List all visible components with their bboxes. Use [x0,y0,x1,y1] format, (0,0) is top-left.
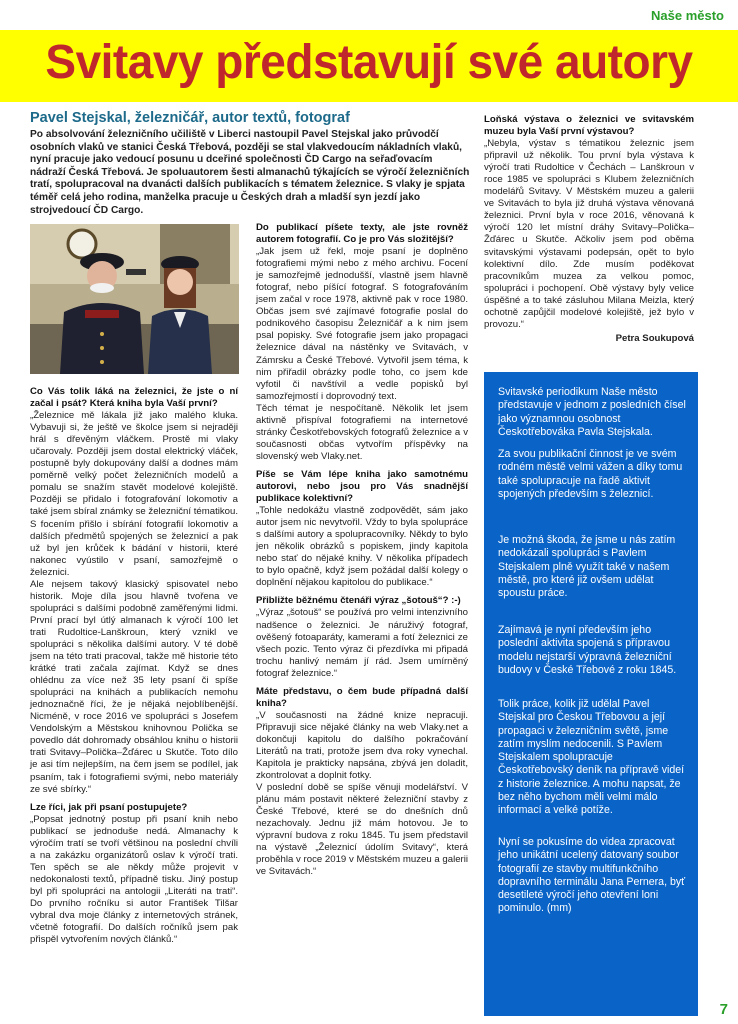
editorial-paragraph: Zajímavá je nyní především jeho poslední aktivita spojená s přípravou modelu nejstarší výpravná železniční budovy v České Třebové z roku 1845. [498,624,677,676]
column-3 [484,114,694,345]
interview-answer: „Jak jsem už řekl, moje psaní je doplněno fotografiemi mými nebo z mého archivu. Focení je samozřejmě jednodušší, vlastně jsem hlavně fotograf, nebo píšící fotograf. S fotografováním jsem začal v roce 1978, aktivně pak v roce 1980. Občas jsem své zajímavé fotografie poslal do podnikového časopisu Železničář a k nim jsem psal popisky. Své fotografie jsem jako propagaci železnice dával na nástěnky ve Svitavách, v Zámrsku a České Třebové. Vytvořil jsem téma, k nim přiřadil obrázky podle toho, co jsem kde vyfotil či navštívil a vedle popisků byl samozřejmostí i doprovodný text. [256,246,468,402]
editorial-paragraph: Za svou publikační činnost je ve svém rodném městě velmi vážen a díky tomu také spolupracuje na řadě aktivit spojených především s železnicí. [498,448,683,500]
portrait-photo [30,224,239,374]
portrait-photo-illustration [30,224,239,374]
interview-answer: „Železnice mě lákala již jako malého kluka. Vybavuji si, že ještě ve školce jsem si nejraději hrál s dřevěným vláčkem. Prostě mi vlaky učarovaly. Později jsem dostal elektrický vláček, postupně byly dokupovány další a dodnes mám poměrně velký počet železničních modelů a pomalu se snažím stavět modelové kolejiště. Později se přidalo i fotografování lokomotiv a také jsem sbíral známky se železniční tématikou. S focením přišlo i sbírání fotografií lokomotiv a dalších předmětů spojených se železnicí a pak už byl jen krůček k bádání v historii, které nakonec vyústilo v psaní, samozřejmě o železnici. [30,410,238,578]
interview-answer: „V současnosti na žádné knize nepracuji. Připravuji sice nějaké články na web Vlaky.net a dokončuji kapitolu do dalšího pokračování Literátů na trati, protože jsem dva roky vynechal. Kapitola je prakticky napsána, zbývá jen doladit, zkontrolovat a doplnit fotky. [256,709,468,782]
interview-answer: „Popsat jednotný postup při psaní knih nebo publikací se jednoduše nedá. Almanachy k výročím tratí se tvoří většinou na poslední chvíli a na zakázku organizátorů oslav k výročí trati. Ten spěch se ale někdy může projevit v nedokonalosti textů, případně tisku. Jiný postup byl při spolupráci na antologii „Literáti na trati“. Do prvního ročníku si autor František Tilšar vybral dva moje články z internetových stránek, včetně fotografií. Do dalších ročníků jsem pak přispěl vytvořením nových článků.“ [30,813,238,946]
interview-answer: „Nebyla, výstav s tématikou železnic jsem připravil už několik. Tou první byla výstava k výročí trati Rudoltice v Čechách – Lanškroun v roce 1985 ve spolupráci s Klubem železničních modelářů Svitavy. V Městském muzeu a galerii ve Svitavách to byla již druhá výstava věnovaná železnici. První byla v roce 2016, věnovaná k výročí 120 let místní dráhy Svitavy–Polička–Žďárec u Skutče. Ačkoliv jsem pod oběma svitavskými výstavami podepsán, opět to bylo kolektivní dílo. Zde musím poděkovat pracovníkům muzea za velkou pomoc, spolupráci i pochopení. Obě výstavy byly velice úspěšné a to také zásluhou Milana Meizla, který ochotně zapůjčil modelové kolejiště, jež bylo v provozu.“ [484,138,694,330]
interview-answer: Těch témat je nespočítaně. Několik let jsem aktivně přispíval fotografiemi na internetové stránky Českotřebovských fotografů železnice a v současnosti občas vytvořím příspěvky na slovenský web Vlaky.net. [256,402,468,462]
interview-question: Co Vás tolik láká na železnici, že jste o ní začal i psát? Která kniha byla Vaší první? [30,386,238,410]
editorial-paragraph: Nyní se pokusíme do videa zpracovat jeho unikátní ucelený datovaný soubor fotografií ze stavby multifunkčního dopravního terminálu Jana Pernera, byť desetileté výročí jeho otevření loni pominulo. (mm) [498,836,686,915]
editorial-paragraph: Svitavské periodikum Naše město představuje v jednom z posledních čísel jako významnou osobnost Českotřebováka Pavla Stejskala. [498,386,686,438]
section-label: Naše město [651,8,724,23]
interview-question: Lze říci, jak při psaní postupujete? [30,801,188,813]
interview-answer: „Tohle nedokážu vlastně zodpovědět, sám jako autor jsem nic nevytvořil. Vždy to byla spolupráce s dalšími autory a spolupracovníky. Někdy to bylo jen několik obrázků s popiskem, jindy kapitola nebo stať do nějaké knihy. V několika případech to bylo opačně, když jsem požádal další kolegy o doplnění nějakou kapitolou do publikace.“ [256,505,468,589]
article-subtitle: Pavel Stejskal, železničář, autor textů, fotograf [30,110,350,126]
interview-question: Máte představu, o čem bude případná další kniha? [256,685,468,709]
interview-question: Píše se Vám lépe kniha jako samotnému autorovi, nebo jsou pro Vás snadnější publikace kolektivní? [256,468,468,505]
article-intro: Po absolvování železničního učiliště v Liberci nastoupil Pavel Stejskal jako průvodčí osobních vlaků ve stanici Česká Třebová, později se stal vlakvedoucím nákladních vlaků, nyní pracuje jako vedoucí posunu u dceřiné společnosti ČD Cargo na seřaďovacím nádraží Česká Třebová. Je spoluautorem šesti almanachů týkajících se výročí železničních tratí, spolupracoval na dvanácti dalších publikacích s tématem železnice. S vlaky je spjata téměř celá jeho rodina, manželka pracuje u Českých drah a mladší syn jezdí jako strojvedoucí ČD Cargo. [30,129,470,216]
column-1 [30,386,238,946]
page-number: 7 [719,1001,728,1018]
article-author: Petra Soukupová [615,332,694,344]
interview-answer: „Výraz „šotouš“ se používá pro velmi intenzivního nadšence o železnici. Je náruživý fotograf, ověšený fotoaparáty, kamerami a fotí železnici ze všech pozic. Tento výraz či přezdívka mi připadá trochu hanlivý nemám jí rád. Jsem umírněný fotograf železnice.“ [256,607,468,679]
headline: Svitavy představují své autory [45,33,693,89]
interview-question: Loňská výstava o železnici ve svitavském muzeu byla Vaší první výstavou? [484,114,694,138]
editorial-box [484,372,698,1016]
column-2 [256,222,468,878]
interview-answer: Ale nejsem takový klasický spisovatel nebo historik. Moje díla jsou hlavně tvořena ve spolupráci s dalšími podobně zaměřenými lidmi. První prací byl útlý almanach k výročí 100 let trati Rudoltice-Lanškroun, který vznikl ve spolupráci s několika dalšími autory. V té době jsem na této trati pracoval, takže mě historie této krátké trati začala zajímat. Když se dnes ohlédnu za více než 35 lety psaní či spíše spolupráci na knihách a publikacích nemohu jednoznačně říci, že je nějaká nejoblíbenější. Nicméně, v roce 2016 ve spolupráci s Josefem Vendolským a Městskou knihovnou Polička se povedlo dát dohromady obsáhlou knihu o historii trati Svitavy–Polička–Žďárec u Skutče. Toto dílo je asi tím nejlepším, na čem jsem se podílel, jak psaním, tak i fotografiemi svými, nebo materiály ze své sbírky.“ [30,578,238,795]
interview-question: Do publikací píšete texty, ale jste rovněž autorem fotografií. Co je pro Vás složitější? [256,222,468,246]
interview-answer: V poslední době se spíše věnuji modelářství. V plánu mám postavit některé železniční stavby z České Třebové, které se do dnešních dnů nezachovaly. Jednu již mám hotovou. Je to výpravní budova z roku 1845. Tu jsem představil na výstavě „Železnicí údolím Svitavy“, která proběhla v roce 2019 v Městském muzeu a galerii ve Svitavách.“ [256,782,468,878]
interview-question: Přibližte běžnému čtenáři výraz „šotouš“? :-) [256,595,461,607]
editorial-paragraph: Je možná škoda, že jsme u nás zatím nedokázali spolupráci s Pavlem Stejskalem plně využít také v našem městě, pro které již ovšem udělat spoustu práce. [498,534,676,600]
editorial-paragraph: Tolik práce, kolik již udělal Pavel Stejskal pro Českou Třebovou a její propagaci v železničním světě, jsme zatím myslím nedocenili. S Pavlem Stejskalem spolupracuje Českotřebovský deník na přípravě videí z historie železnice. A mohu napsat, že bez něho bychom měli velmi málo informací a velké potíže. [498,698,685,817]
